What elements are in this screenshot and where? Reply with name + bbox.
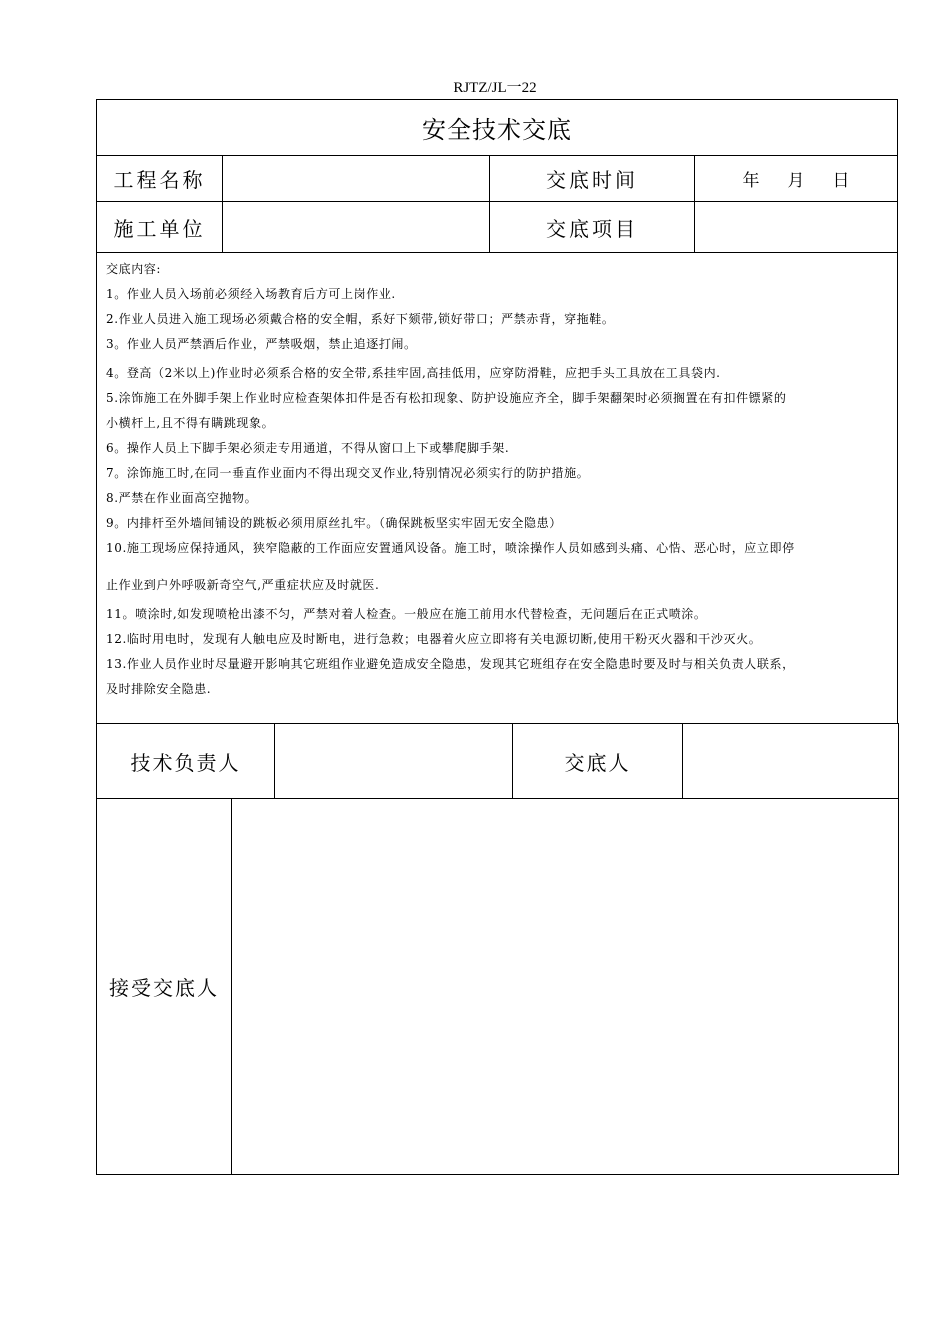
- content-line: 1。作业人员入场前必须经入场教育后方可上岗作业.: [106, 287, 396, 301]
- content-line: 10.施工现场应保持通风，狭窄隐蔽的工作面应安置通风设备。施工时，喷涂操作人员如感到头痛、心悎、恶心时，应立即停: [106, 541, 795, 555]
- content-line: 止作业到户外呼吸新奇空气,严重症状应及时就医.: [106, 578, 380, 592]
- content-line: 9。内排杆至外墙间铺设的跳板必须用原丝扎牢。（确保跳板坚实牢固无安全隐患）: [106, 516, 562, 530]
- presenter-label: 交底人: [512, 723, 683, 799]
- project-name-label: 工程名称: [96, 155, 223, 202]
- disclosure-item-field[interactable]: [694, 201, 898, 253]
- content-line: 11。喷涂时,如发现喷枪出漆不匀，严禁对着人检查。一般应在施工前用水代替检查，无问题后在正式喷涂。: [106, 607, 707, 621]
- document-code: RJTZ/JL一22: [453, 80, 537, 96]
- content-line: 8.严禁在作业面高空抛物。: [106, 491, 258, 505]
- project-name-field[interactable]: [222, 155, 490, 202]
- date-label: 交底时间: [489, 155, 695, 202]
- date-year: 年: [742, 171, 760, 191]
- date-field[interactable]: [694, 155, 898, 202]
- disclosure-content: [97, 253, 897, 723]
- content-heading: 交底内容:: [106, 262, 162, 276]
- tech-lead-field[interactable]: [274, 723, 513, 799]
- content-line: 7。涂饰施工时,在同一垂直作业面内不得出现交叉作业,特别情况必须实行的防护措施。: [106, 466, 590, 480]
- construction-unit-field[interactable]: [222, 201, 490, 253]
- content-line: 13.作业人员作业时尽量避开影响其它班组作业避免造成安全隐患，发现其它班组存在安全隐患时要及时与相关负责人联系，: [106, 657, 795, 671]
- presenter-field[interactable]: [682, 723, 899, 799]
- disclosure-item-label: 交底项目: [489, 201, 695, 253]
- content-line: 及时排除安全隐患.: [106, 682, 212, 696]
- content-line: 5.涂饰施工在外脚手架上作业时应检查架体扣件是否有松扣现象、防护设施应齐全，脚手架翻架时必须搁置在有扣件镖紧的: [106, 391, 787, 405]
- date-month: 月: [787, 171, 805, 191]
- content-line: 2.作业人员进入施工现场必须戴合格的安全帽，系好下颏带,锁好带口；严禁赤背，穿拖鞋。: [106, 312, 615, 326]
- document-title: 安全技术交底: [96, 99, 898, 156]
- content-line: 3。作业人员严禁酒后作业，严禁吸烟，禁止追逐打闹。: [106, 337, 417, 351]
- content-line: 12.临时用电时，发现有人触电应及时断电，进行急救；电器着火应立即将有关电源切断,使用干粉灭火器和干沙灭火。: [106, 632, 762, 646]
- construction-unit-label: 施工单位: [96, 201, 223, 253]
- content-line: 小横杆上,且不得有瞒跳现象。: [106, 416, 275, 430]
- date-day: 日: [832, 171, 850, 191]
- tech-lead-label: 技术负责人: [96, 723, 275, 799]
- content-line: 6。操作人员上下脚手架必须走专用通道，不得从窗口上下或攀爬脚手架.: [106, 441, 510, 455]
- content-line: 4。登高（2米以上)作业时必须系合格的安全带,系挂牢固,高挂低用，应穿防滑鞋，应把手头工具放在工具袋内.: [106, 366, 721, 380]
- recipient-label: 接受交底人: [96, 798, 232, 1175]
- recipient-signature-area[interactable]: [231, 798, 899, 1175]
